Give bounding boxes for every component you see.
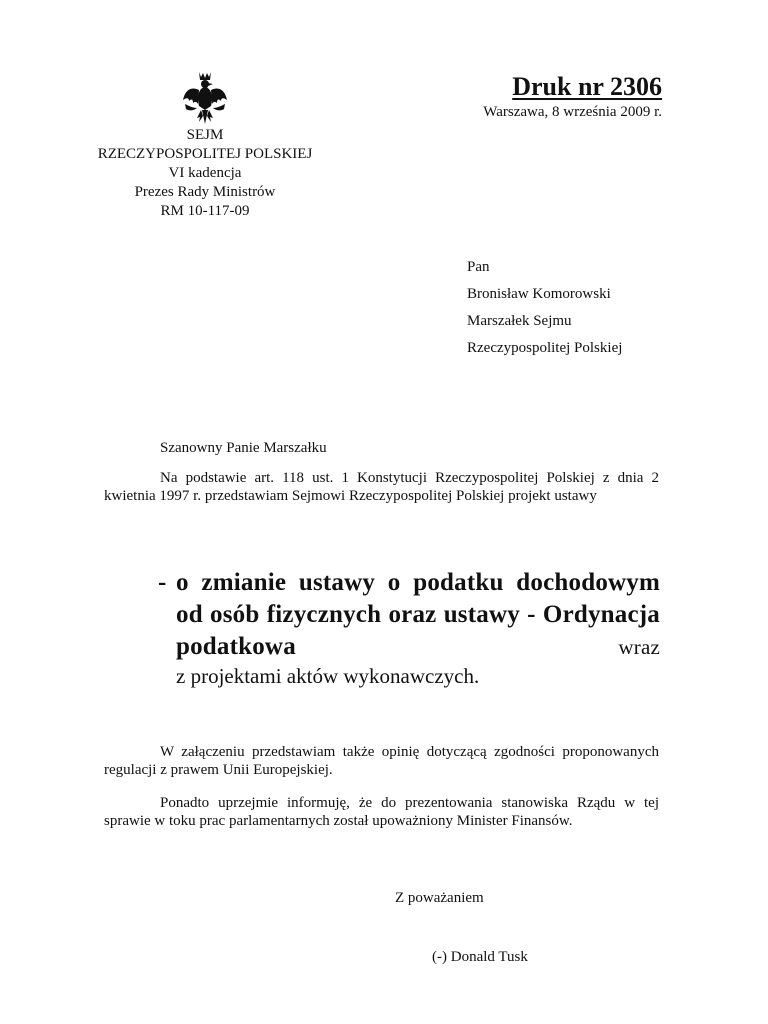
signature: (-) Donald Tusk xyxy=(432,949,528,965)
bill-title-dash: - xyxy=(158,569,167,596)
print-number: Druk nr 2306 xyxy=(512,72,662,101)
closing: Z poważaniem xyxy=(395,890,484,906)
bill-title-wraz: wraz xyxy=(618,635,660,659)
paragraph-intro: Na podstawie art. 118 ust. 1 Konstytucji Rzeczypospolitej Polskiej z dnia 2 kwietnia 1997 r. przedstawiam Sejmowi Rzeczypospolitej Polskiej projekt ustawy xyxy=(104,470,659,504)
bill-title-text: o zmianie ustawy o podatku dochodowym od osób fizycznych oraz ustawy - Ordynacja podatkowa xyxy=(176,569,660,660)
salutation: Szanowny Panie Marszałku xyxy=(160,440,327,456)
bill-title-suffix: z projektami aktów wykonawczych. xyxy=(176,664,480,688)
polish-eagle-icon xyxy=(181,70,229,126)
addressee-line: Pan xyxy=(467,259,490,275)
bill-title xyxy=(176,567,660,663)
institution-header xyxy=(60,126,350,221)
addressee-block xyxy=(467,254,622,362)
paragraph-minister: Ponadto uprzejmie informuję, że do prezentowania stanowiska Rządu w tej sprawie w toku prac parlamentarnych został upoważniony Minister Finansów. xyxy=(104,795,659,829)
reference-number: RM 10-117-09 xyxy=(160,203,250,219)
bill-title-block xyxy=(158,567,660,689)
place-date: Warszawa, 8 września 2009 r. xyxy=(483,104,662,120)
addressee-line: Marszałek Sejmu xyxy=(467,313,572,329)
addressee-line: Bronisław Komorowski xyxy=(467,286,611,302)
addressee-line: Rzeczypospolitej Polskiej xyxy=(467,340,623,356)
institution-line: Prezes Rady Ministrów xyxy=(134,184,276,200)
institution-line: SEJM xyxy=(186,127,224,143)
paragraph-eu-opinion: W załączeniu przedstawiam także opinię dotyczącą zgodności proponowanych regulacji z prawem Unii Europejskiej. xyxy=(104,744,659,778)
institution-line: RZECZYPOSPOLITEJ POLSKIEJ xyxy=(97,146,313,162)
institution-line: VI kadencja xyxy=(168,165,242,181)
